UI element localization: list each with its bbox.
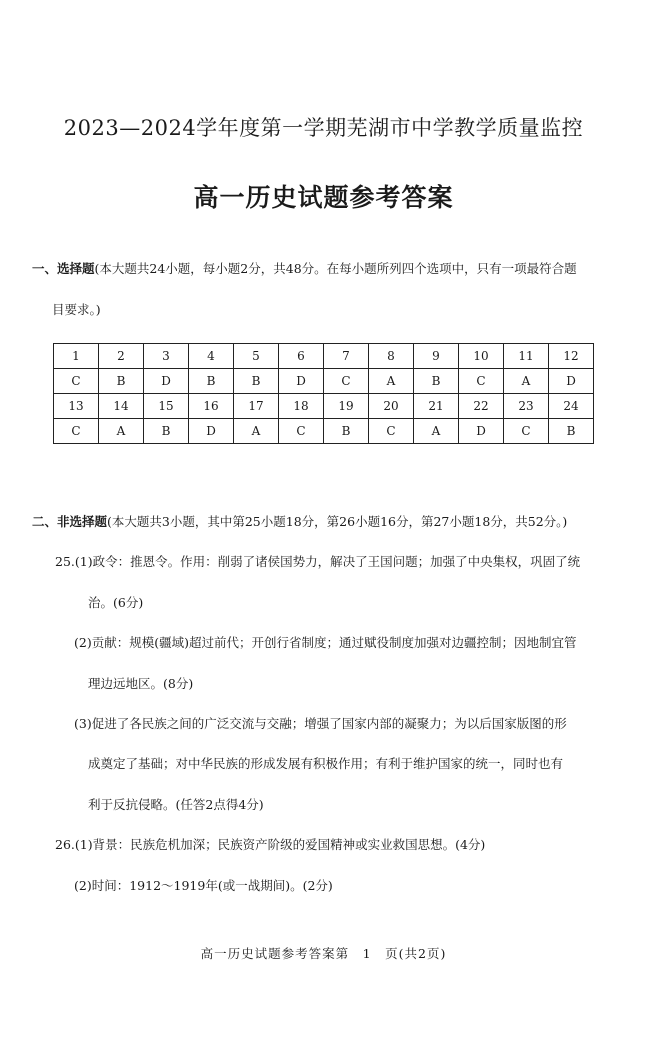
question-number-cell: 21 bbox=[414, 394, 459, 419]
answer-cell: C bbox=[54, 369, 99, 394]
answer-cell: B bbox=[549, 419, 594, 444]
answer-cell: C bbox=[369, 419, 414, 444]
question-number-cell: 10 bbox=[459, 344, 504, 369]
page-title: 高一历史试题参考答案 bbox=[193, 183, 454, 212]
q25-3-line3: 利于反抗侵略。(任答2点得4分) bbox=[88, 797, 264, 812]
question-number-cell: 24 bbox=[549, 394, 594, 419]
section1-header bbox=[32, 248, 627, 290]
question-number-cell: 18 bbox=[279, 394, 324, 419]
q25-1-line2: 治。(6分) bbox=[88, 595, 144, 610]
answer-cell: A bbox=[99, 419, 144, 444]
question-number-cell: 1 bbox=[54, 344, 99, 369]
question-number-cell: 20 bbox=[369, 394, 414, 419]
question-number-row bbox=[54, 344, 594, 369]
answer-cell: B bbox=[99, 369, 144, 394]
section1-desc: (本大题共24小题，每小题2分，共48分。在每小题所列四个选项中，只有一项最符合题 bbox=[94, 261, 577, 276]
answer-cell: B bbox=[189, 369, 234, 394]
q25-3-line1: (3)促进了各民族之间的广泛交流与交融；增强了国家内部的凝聚力；为以后国家版图的形 bbox=[74, 716, 567, 731]
answer-row bbox=[54, 369, 594, 394]
answer-cell: C bbox=[54, 419, 99, 444]
q25-3-line2: 成奠定了基础；对中华民族的形成发展有积极作用；有利于维护国家的统一，同时也有 bbox=[88, 756, 564, 771]
answer-cell: C bbox=[459, 369, 504, 394]
q26-2: (2)时间：1912～1919年(或一战期间)。(2分) bbox=[74, 878, 333, 893]
q25-2-line1: (2)贡献：规模(疆域)超过前代；开创行省制度；通过赋役制度加强对边疆控制；因地制宜管 bbox=[74, 635, 577, 650]
question-number-cell: 22 bbox=[459, 394, 504, 419]
question-number-cell: 9 bbox=[414, 344, 459, 369]
question-number-cell: 7 bbox=[324, 344, 369, 369]
exam-title: 2023—2024学年度第一学期芜湖市中学教学质量监控 bbox=[63, 116, 584, 140]
answer-table bbox=[53, 343, 594, 444]
answer-cell: B bbox=[234, 369, 279, 394]
section1-desc-cont: 目要求。) bbox=[52, 302, 101, 317]
answer-cell: B bbox=[144, 419, 189, 444]
question-number-cell: 16 bbox=[189, 394, 234, 419]
answer-cell: C bbox=[324, 369, 369, 394]
answer-cell: C bbox=[504, 419, 549, 444]
answer-cell: B bbox=[414, 369, 459, 394]
section2-header bbox=[32, 501, 627, 543]
question-number-cell: 15 bbox=[144, 394, 189, 419]
question-number-cell: 2 bbox=[99, 344, 144, 369]
q26-1: 26.(1)背景：民族危机加深；民族资产阶级的爱国精神或实业救国思想。(4分) bbox=[55, 837, 486, 852]
q25-1-line1: 25.(1)政令：推恩令。作用：削弱了诸侯国势力，解决了王国问题；加强了中央集权，巩固了统 bbox=[55, 554, 581, 569]
question-number-cell: 17 bbox=[234, 394, 279, 419]
answer-cell: D bbox=[549, 369, 594, 394]
answer-cell: D bbox=[459, 419, 504, 444]
question-number-cell: 3 bbox=[144, 344, 189, 369]
question-number-cell: 4 bbox=[189, 344, 234, 369]
section2-desc: (本大题共3小题，其中第25小题18分，第26小题16分，第27小题18分，共52分。) bbox=[107, 514, 568, 529]
question-number-cell: 23 bbox=[504, 394, 549, 419]
answer-cell: A bbox=[504, 369, 549, 394]
section1-heading: 一、选择题 bbox=[32, 261, 95, 276]
answer-cell: D bbox=[189, 419, 234, 444]
page-footer: 高一历史试题参考答案第 1 页(共2页) bbox=[200, 946, 447, 961]
answer-cell: A bbox=[414, 419, 459, 444]
answer-cell: A bbox=[369, 369, 414, 394]
answer-cell: A bbox=[234, 419, 279, 444]
question-number-cell: 19 bbox=[324, 394, 369, 419]
question-number-cell: 6 bbox=[279, 344, 324, 369]
question-number-cell: 8 bbox=[369, 344, 414, 369]
question-number-row bbox=[54, 394, 594, 419]
q25-2-line2: 理边远地区。(8分) bbox=[88, 676, 194, 691]
question-number-cell: 11 bbox=[504, 344, 549, 369]
question-number-cell: 13 bbox=[54, 394, 99, 419]
question-number-cell: 14 bbox=[99, 394, 144, 419]
answer-cell: B bbox=[324, 419, 369, 444]
answer-row bbox=[54, 419, 594, 444]
answer-cell: D bbox=[144, 369, 189, 394]
answer-cell: C bbox=[279, 419, 324, 444]
question-number-cell: 5 bbox=[234, 344, 279, 369]
answer-cell: D bbox=[279, 369, 324, 394]
section2-heading: 二、非选择题 bbox=[32, 514, 108, 529]
question-number-cell: 12 bbox=[549, 344, 594, 369]
